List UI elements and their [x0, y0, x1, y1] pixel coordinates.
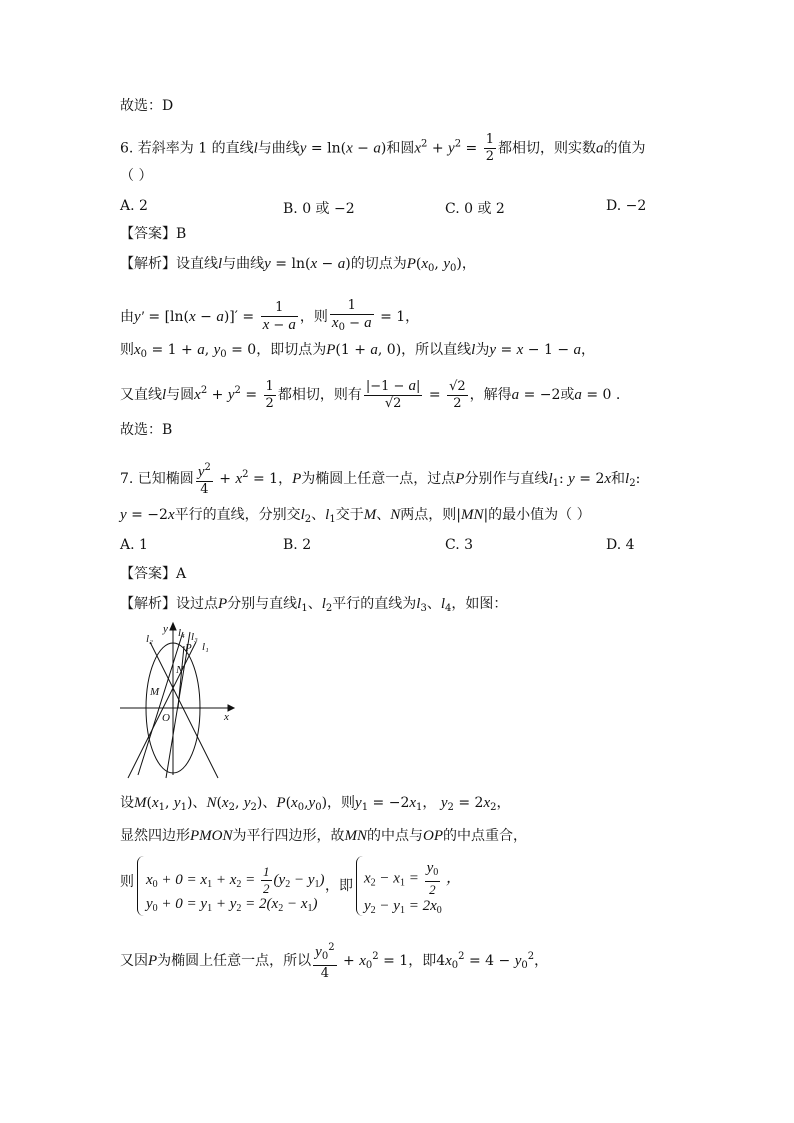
figure-label: M — [150, 686, 160, 698]
figure-label: l₄ — [178, 627, 185, 639]
option-a: A. 2 — [120, 198, 148, 214]
solution-7-line-1: 【解析】设过点P分别与直线$l_1$、$l_2$平行的直线为$l_3$、$l_4$，如图： — [120, 596, 508, 614]
figure-label: P — [185, 642, 192, 654]
figure-label: x — [224, 711, 229, 723]
solution-6-line-3: 则$x_0 = 1 + a$, $y_0 = 0$，即切点为P(1 + a, 0)，所以直线l为y = x − 1 − a， — [120, 342, 595, 360]
solution-7-line-3: 设$M(x_1$, $y_1$)、$N(x_2$, $y_2$)、$P(x_0,y_0)$，则$y_1 = -2x_1$， $y_2 = 2x_2$， — [120, 795, 511, 813]
option-c: C. 3 — [445, 537, 474, 553]
equation: $x_2 - x_1$ = $\frac{y_0}{2}$ ， — [364, 860, 462, 897]
figure-label: y — [163, 623, 168, 635]
answer-paren: （ ） — [120, 168, 153, 184]
solution-6-line-2: 由y′ = [ln(x − a)]′ = $\frac{1}{x - a}$ ，则 $\frac{1}{x_0 - a}$ = 1， — [120, 298, 420, 333]
question-7-line-2: y = −2x平行的直线，分别交$l_2$、$l_1$交于M、N两点，则|MN|的最小值为（ ） — [120, 507, 591, 525]
option-b: B. 0 或 −2 — [283, 201, 355, 217]
text-line: ，即 — [325, 878, 353, 894]
option-b: B. 2 — [283, 537, 312, 553]
answer-6: 【答案】B — [120, 226, 187, 242]
question-6: 6. 若斜率为 1 的直线l与曲线y = ln(x − a)和圆$x^2 + y^2$ = $\frac{1}{2}$ 都相切，则实数a的值为 — [120, 132, 646, 164]
answer-7: 【答案】A — [120, 566, 187, 582]
option-c: C. 0 或 2 — [445, 201, 505, 217]
figure-label: O — [162, 712, 170, 724]
left-brace — [356, 856, 363, 916]
figure-label: l₁ — [202, 641, 209, 653]
figure-label: N — [176, 664, 184, 676]
text-line: 故选：B — [120, 422, 173, 438]
solution-6-line-4: 又直线l与圆$x^2 + y^2$ = $\frac{1}{2}$ 都相切，则有 $\frac{|-1 - a|}{√2}$ = $\frac{√2}{2}$ ，解得a = −2或a = 0 . — [120, 378, 621, 411]
left-brace — [137, 856, 144, 916]
equation: $y_2 - y_1 = 2x_0$ — [364, 898, 442, 916]
text-line: 故选：D — [120, 98, 174, 114]
figure-label: l₂ — [146, 633, 153, 645]
equation: $x_0 + 0 = x_1 + x_2$ = $\frac{1}{2}$ $(y_2 - y_1)$ — [146, 864, 325, 896]
option-d: D. −2 — [606, 198, 647, 214]
solution-7-line-6: 又因P为椭圆上任意一点，所以 $\frac{y_0^2}{4}$ + $x_0^2 = 1$，即$4x_0^2 = 4 - y_0^2$， — [120, 942, 549, 981]
equation: $y_0 + 0 = y_1 + y_2 = 2(x_2 - x_1)$ — [146, 896, 318, 914]
option-a: A. 1 — [120, 537, 148, 553]
figure-label: l₃ — [191, 631, 198, 643]
solution-7-line-4: 显然四边形PMON为平行四边形，故MN的中点与OP的中点重合， — [120, 828, 527, 844]
ellipse-figure — [118, 620, 238, 780]
option-d: D. 4 — [606, 537, 635, 553]
solution-7-line-5: 则 — [120, 874, 134, 890]
solution-6-line-1: 【解析】设直线l与曲线y = ln(x − a)的切点为$P(x_0$, $y_0$)， — [120, 256, 476, 274]
question-7-line-1: 7. 已知椭圆 $\frac{y^2}{4}$ + $x^2 = 1$，P为椭圆上任意一点，过点P分别作与直线$l_1$: y = 2x和$l_2$: — [120, 462, 641, 497]
